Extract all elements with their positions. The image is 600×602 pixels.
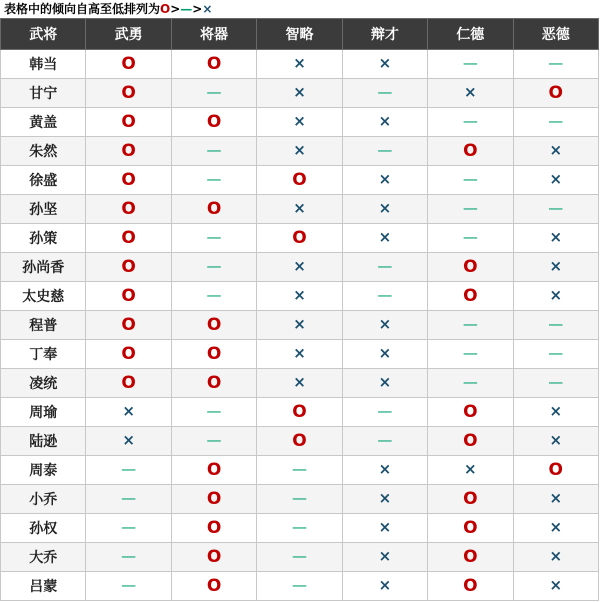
rating-cell (513, 166, 598, 195)
cross-mark: × (293, 315, 306, 333)
general-name-cell: 朱然 (1, 137, 86, 166)
circle-mark: O (121, 169, 136, 190)
circle-mark: O (206, 575, 222, 596)
dash-mark: — (206, 431, 222, 449)
rating-cell (171, 514, 256, 543)
cross-mark: × (293, 344, 306, 362)
circle-mark: O (121, 111, 136, 132)
rating-cell (86, 50, 171, 79)
rating-cell (513, 282, 598, 311)
rating-cell (428, 79, 513, 108)
rating-cell (513, 369, 598, 398)
column-header: 仁德 (428, 19, 513, 50)
rating-cell (513, 224, 598, 253)
dash-mark: — (377, 83, 393, 101)
rating-cell (342, 311, 427, 340)
cross-mark: × (293, 112, 306, 130)
rating-cell (513, 50, 598, 79)
cross-mark: × (378, 518, 392, 536)
rating-cell (257, 166, 342, 195)
cross-mark: × (293, 286, 306, 304)
circle-mark: O (121, 256, 136, 277)
general-name-cell: 周泰 (1, 456, 86, 485)
circle-mark: O (121, 140, 136, 161)
circle-mark: O (206, 314, 222, 335)
rating-cell (257, 369, 342, 398)
rating-cell (513, 79, 598, 108)
general-name-cell: 徐盛 (1, 166, 86, 195)
circle-mark: O (548, 82, 563, 103)
rating-cell (171, 543, 256, 572)
circle-mark: O (463, 488, 478, 509)
general-name-cell: 孙权 (1, 514, 86, 543)
dash-mark: — (121, 547, 137, 565)
rating-cell (513, 514, 598, 543)
rating-cell (342, 166, 427, 195)
circle-mark: O (463, 575, 478, 596)
rating-cell (513, 572, 598, 601)
dash-mark: — (206, 83, 222, 101)
rating-cell (428, 137, 513, 166)
dash-mark: — (548, 112, 564, 130)
circle-mark: O (292, 227, 307, 248)
cross-mark: × (549, 431, 563, 449)
circle-mark: O (548, 459, 563, 480)
rating-cell (86, 456, 171, 485)
rating-cell (513, 398, 598, 427)
rating-cell (171, 485, 256, 514)
general-name-cell: 周瑜 (1, 398, 86, 427)
circle-mark: O (121, 314, 136, 335)
circle-mark: O (121, 372, 136, 393)
dash-mark: — (206, 402, 222, 420)
dash-mark: — (548, 373, 564, 391)
dash-mark: — (548, 315, 564, 333)
table-row (1, 340, 599, 369)
dash-mark: — (206, 170, 222, 188)
dash-mark: — (548, 344, 564, 362)
rating-cell (257, 79, 342, 108)
cross-mark: × (378, 199, 392, 217)
rating-cell (86, 195, 171, 224)
rating-cell (342, 253, 427, 282)
rating-cell (86, 108, 171, 137)
rating-cell (171, 572, 256, 601)
general-name-cell: 程普 (1, 311, 86, 340)
dash-mark: — (206, 141, 222, 159)
circle-mark: O (463, 430, 478, 451)
table-row (1, 485, 599, 514)
rating-cell (257, 224, 342, 253)
general-name-cell: 黄盖 (1, 108, 86, 137)
circle-mark: O (292, 401, 307, 422)
circle-mark: O (206, 517, 222, 538)
rating-cell (257, 543, 342, 572)
cross-mark: × (378, 315, 392, 333)
cross-mark: × (293, 83, 306, 101)
table-row (1, 456, 599, 485)
dash-mark: — (206, 286, 222, 304)
rating-cell (171, 224, 256, 253)
circle-mark: O (206, 372, 222, 393)
rating-cell (86, 485, 171, 514)
rating-cell (428, 456, 513, 485)
cross-mark: × (293, 141, 306, 159)
table-row (1, 427, 599, 456)
dash-mark: — (462, 112, 478, 130)
dash-mark: — (462, 315, 478, 333)
general-name-cell: 大乔 (1, 543, 86, 572)
cross-mark: × (293, 257, 306, 275)
circle-mark: O (121, 53, 136, 74)
rating-cell (171, 108, 256, 137)
dash-mark: — (291, 489, 307, 507)
general-name-cell: 吕蒙 (1, 572, 86, 601)
cross-mark: × (378, 228, 392, 246)
general-name-cell: 孙尚香 (1, 253, 86, 282)
rating-cell (257, 108, 342, 137)
rating-cell (513, 485, 598, 514)
rating-cell (257, 398, 342, 427)
rating-cell (171, 79, 256, 108)
dash-mark: — (121, 518, 137, 536)
rating-cell (86, 166, 171, 195)
circle-mark: O (206, 459, 222, 480)
table-row (1, 398, 599, 427)
cross-mark: × (549, 228, 563, 246)
caption-order (160, 2, 212, 16)
dash-mark: — (462, 373, 478, 391)
rating-cell (428, 572, 513, 601)
dash-mark: — (206, 228, 222, 246)
dash-mark: — (462, 228, 478, 246)
cross-mark: × (378, 344, 392, 362)
table-row (1, 543, 599, 572)
rating-cell (513, 311, 598, 340)
rating-cell (342, 514, 427, 543)
rating-cell (257, 137, 342, 166)
general-name-cell: 丁奉 (1, 340, 86, 369)
general-name-cell: 孙策 (1, 224, 86, 253)
rating-cell (428, 340, 513, 369)
cross-mark: × (549, 402, 563, 420)
rating-cell (171, 166, 256, 195)
cross-mark: × (293, 54, 306, 72)
table-row (1, 137, 599, 166)
rating-cell (86, 427, 171, 456)
rating-cell (257, 572, 342, 601)
column-header: 武勇 (86, 19, 171, 50)
caption-order-symbol: — (180, 2, 193, 16)
rating-cell (86, 369, 171, 398)
table-row (1, 50, 599, 79)
cross-mark: × (378, 547, 392, 565)
dash-mark: — (462, 170, 478, 188)
rating-cell (342, 369, 427, 398)
circle-mark: O (206, 488, 222, 509)
dash-mark: — (377, 431, 393, 449)
dash-mark: — (548, 199, 564, 217)
dash-mark: — (377, 257, 393, 275)
rating-cell (513, 427, 598, 456)
rating-cell (342, 137, 427, 166)
cross-mark: × (464, 460, 477, 478)
dash-mark: — (291, 576, 307, 594)
cross-mark: × (464, 83, 477, 101)
circle-mark: O (292, 430, 307, 451)
rating-cell (513, 340, 598, 369)
rating-cell (171, 282, 256, 311)
rating-cell (86, 572, 171, 601)
dash-mark: — (291, 518, 307, 536)
table-row (1, 224, 599, 253)
cross-mark: × (549, 257, 563, 275)
rating-cell (257, 311, 342, 340)
cross-mark: × (378, 460, 392, 478)
rating-cell (428, 543, 513, 572)
rating-cell (513, 108, 598, 137)
rating-cell (428, 485, 513, 514)
dash-mark: — (462, 344, 478, 362)
rating-cell (171, 456, 256, 485)
general-name-cell: 孙坚 (1, 195, 86, 224)
cross-mark: × (378, 170, 392, 188)
rating-cell (86, 224, 171, 253)
dash-mark: — (462, 54, 478, 72)
table-row (1, 253, 599, 282)
rating-cell (86, 514, 171, 543)
cross-mark: × (549, 518, 563, 536)
rating-cell (171, 253, 256, 282)
general-name-cell: 韩当 (1, 50, 86, 79)
circle-mark: O (206, 111, 222, 132)
rating-cell (342, 398, 427, 427)
rating-cell (171, 398, 256, 427)
circle-mark: O (121, 227, 136, 248)
rating-cell (428, 282, 513, 311)
rating-cell (513, 543, 598, 572)
cross-mark: × (378, 489, 392, 507)
column-header: 恶德 (513, 19, 598, 50)
rating-cell (428, 311, 513, 340)
table-row (1, 311, 599, 340)
cross-mark: × (549, 141, 563, 159)
general-name-cell: 凌统 (1, 369, 86, 398)
dash-mark: — (206, 257, 222, 275)
circle-mark: O (463, 140, 478, 161)
dash-mark: — (462, 199, 478, 217)
dash-mark: — (291, 460, 307, 478)
circle-mark: O (463, 517, 478, 538)
dash-mark: — (291, 547, 307, 565)
table-body (1, 50, 599, 601)
rating-cell (86, 253, 171, 282)
table-row (1, 514, 599, 543)
rating-cell (342, 50, 427, 79)
rating-cell (257, 456, 342, 485)
circle-mark: O (463, 401, 478, 422)
table-row (1, 195, 599, 224)
general-tendency-table (0, 18, 599, 601)
rating-cell (342, 79, 427, 108)
rating-cell (513, 137, 598, 166)
rating-cell (342, 427, 427, 456)
general-name-cell: 小乔 (1, 485, 86, 514)
circle-mark: O (121, 82, 136, 103)
rating-cell (171, 195, 256, 224)
rating-cell (342, 485, 427, 514)
general-name-cell: 甘宁 (1, 79, 86, 108)
circle-mark: O (206, 198, 222, 219)
dash-mark: — (121, 576, 137, 594)
rating-cell (171, 311, 256, 340)
caption-order-symbol: × (202, 2, 213, 16)
rating-cell (257, 340, 342, 369)
column-header: 将器 (171, 19, 256, 50)
rating-cell (257, 50, 342, 79)
rating-cell (428, 166, 513, 195)
rating-cell (86, 79, 171, 108)
cross-mark: × (378, 373, 392, 391)
dash-mark: — (121, 460, 137, 478)
rating-cell (428, 108, 513, 137)
dash-mark: — (377, 141, 393, 159)
cross-mark: × (549, 547, 563, 565)
rating-cell (428, 369, 513, 398)
rating-cell (171, 369, 256, 398)
caption-order-symbol: > (170, 2, 181, 16)
rating-cell (171, 50, 256, 79)
circle-mark: O (292, 169, 307, 190)
rating-cell (257, 253, 342, 282)
rating-cell (86, 398, 171, 427)
rating-cell (428, 427, 513, 456)
dash-mark: — (377, 402, 393, 420)
rating-cell (86, 340, 171, 369)
rating-cell (513, 195, 598, 224)
cross-mark: × (378, 54, 392, 72)
table-row (1, 572, 599, 601)
caption-order-symbol: > (192, 2, 203, 16)
rating-cell (257, 514, 342, 543)
circle-mark: O (206, 53, 222, 74)
rating-cell (342, 340, 427, 369)
cross-mark: × (549, 286, 563, 304)
rating-cell (257, 282, 342, 311)
rating-cell (342, 282, 427, 311)
caption-text: 表格中的倾向自高至低排列为 (4, 2, 161, 16)
rating-cell (86, 543, 171, 572)
cross-mark: × (549, 576, 563, 594)
cross-mark: × (378, 576, 392, 594)
rating-cell (342, 543, 427, 572)
column-header: 智略 (257, 19, 342, 50)
rating-cell (342, 224, 427, 253)
rating-cell (86, 137, 171, 166)
general-name-cell: 陆逊 (1, 427, 86, 456)
dash-mark: — (121, 489, 137, 507)
cross-mark: × (549, 489, 563, 507)
cross-mark: × (378, 112, 392, 130)
rating-cell (342, 195, 427, 224)
circle-mark: O (463, 256, 478, 277)
caption-order-symbol: O (160, 2, 171, 16)
circle-mark: O (463, 546, 478, 567)
cross-mark: × (293, 199, 306, 217)
table-header-row (1, 19, 599, 50)
cross-mark: × (122, 431, 135, 449)
rating-cell (171, 137, 256, 166)
circle-mark: O (121, 285, 136, 306)
rating-cell (171, 427, 256, 456)
table-caption (0, 0, 600, 18)
dash-mark: — (377, 286, 393, 304)
rating-cell (428, 224, 513, 253)
rating-cell (428, 50, 513, 79)
circle-mark: O (121, 343, 136, 364)
rating-cell (513, 253, 598, 282)
circle-mark: O (121, 198, 136, 219)
dash-mark: — (548, 54, 564, 72)
general-name-cell: 太史慈 (1, 282, 86, 311)
circle-mark: O (463, 285, 478, 306)
cross-mark: × (549, 170, 563, 188)
rating-cell (257, 195, 342, 224)
table-row (1, 369, 599, 398)
column-header: 武将 (1, 19, 86, 50)
rating-cell (86, 311, 171, 340)
rating-cell (513, 456, 598, 485)
rating-cell (257, 427, 342, 456)
rating-cell (342, 572, 427, 601)
table-row (1, 166, 599, 195)
table-row (1, 282, 599, 311)
table-row (1, 108, 599, 137)
rating-cell (257, 485, 342, 514)
rating-cell (86, 282, 171, 311)
column-header: 辩才 (342, 19, 427, 50)
rating-cell (171, 340, 256, 369)
circle-mark: O (206, 546, 222, 567)
rating-cell (342, 456, 427, 485)
table-row (1, 79, 599, 108)
rating-cell (428, 398, 513, 427)
rating-cell (342, 108, 427, 137)
cross-mark: × (293, 373, 306, 391)
rating-cell (428, 253, 513, 282)
rating-cell (428, 514, 513, 543)
rating-cell (428, 195, 513, 224)
cross-mark: × (122, 402, 135, 420)
circle-mark: O (206, 343, 222, 364)
